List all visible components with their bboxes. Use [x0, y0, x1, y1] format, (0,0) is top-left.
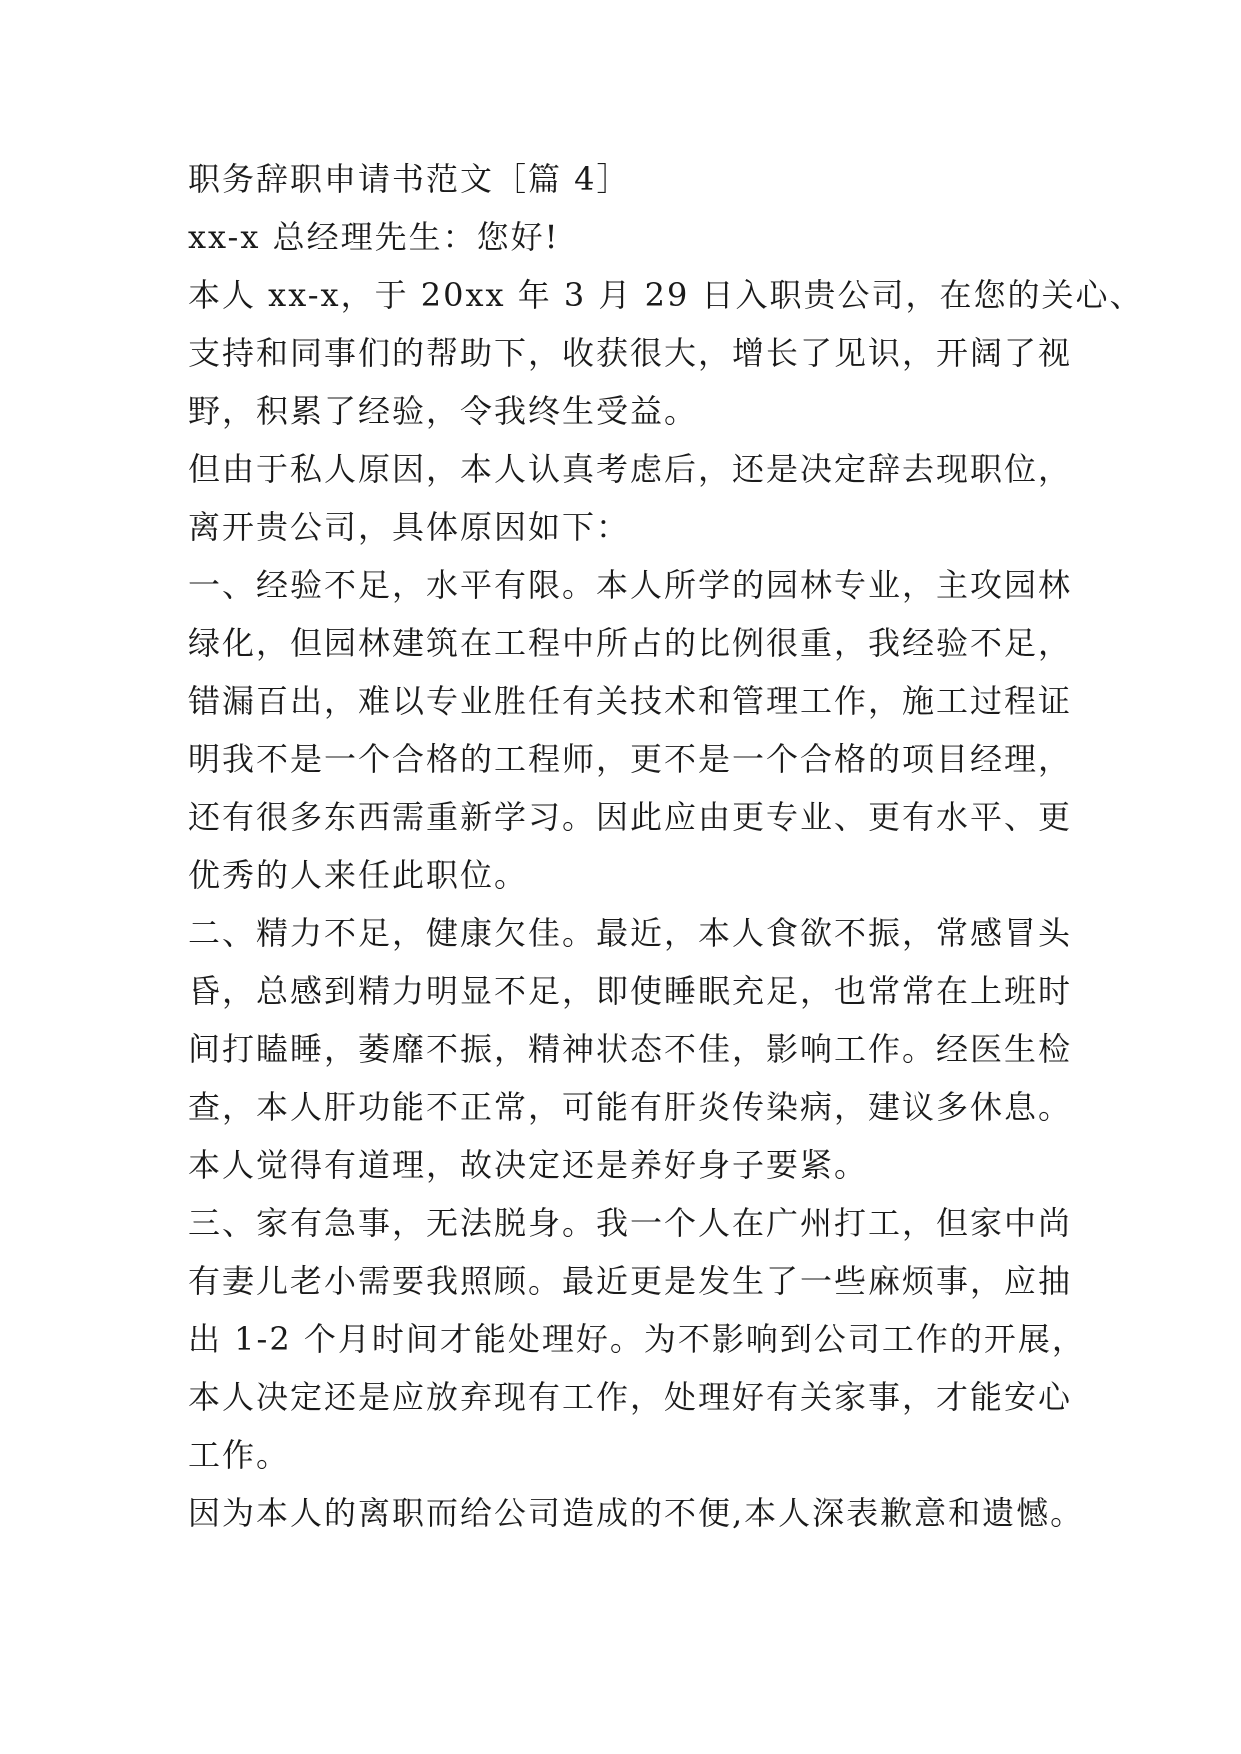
- body-line: 但由于私人原因，本人认真考虑后，还是决定辞去现职位，: [188, 450, 1073, 488]
- reason-three-line: 三、家有急事，无法脱身。我一个人在广州打工，但家中尚: [188, 1204, 1073, 1242]
- reason-one-line: 一、经验不足，水平有限。本人所学的园林专业，主攻园林: [188, 566, 1073, 604]
- body-line: 野，积累了经验，令我终生受益。: [188, 392, 699, 430]
- reason-three-line: 有妻儿老小需要我照顾。最近更是发生了一些麻烦事，应抽: [188, 1262, 1073, 1300]
- document-title: 职务辞职申请书范文［篇 4］: [188, 160, 631, 198]
- reason-two-line: 昏，总感到精力明显不足，即使睡眠充足，也常常在上班时: [188, 972, 1073, 1010]
- reason-two-line: 查，本人肝功能不正常，可能有肝炎传染病，建议多休息。: [188, 1088, 1073, 1126]
- reason-two-line: 二、精力不足，健康欠佳。最近，本人食欲不振，常感冒头: [188, 914, 1073, 952]
- body-line: 离开贵公司，具体原因如下：: [188, 508, 631, 546]
- closing-line: 因为本人的离职而给公司造成的不便,本人深表歉意和遗憾。: [188, 1494, 1085, 1532]
- body-line: 支持和同事们的帮助下，收获很大，增长了见识，开阔了视: [188, 334, 1073, 372]
- reason-three-line: 出 1-2 个月时间才能处理好。为不影响到公司工作的开展，: [188, 1320, 1086, 1358]
- salutation: xx-x 总经理先生：您好!: [188, 218, 560, 256]
- reason-three-line: 工作。: [188, 1436, 291, 1474]
- reason-one-line: 错漏百出，难以专业胜任有关技术和管理工作，施工过程证: [188, 682, 1073, 720]
- reason-three-line: 本人决定还是应放弃现有工作，处理好有关家事，才能安心: [188, 1378, 1073, 1416]
- reason-one-line: 优秀的人来任此职位。: [188, 856, 529, 894]
- body-line: 本人 xx-x，于 20xx 年 3 月 29 日入职贵公司，在您的关心、: [188, 276, 1144, 314]
- reason-one-line: 明我不是一个合格的工程师，更不是一个合格的项目经理，: [188, 740, 1073, 778]
- reason-one-line: 还有很多东西需重新学习。因此应由更专业、更有水平、更: [188, 798, 1073, 836]
- reason-one-line: 绿化，但园林建筑在工程中所占的比例很重，我经验不足，: [188, 624, 1073, 662]
- reason-two-line: 间打瞌睡，萎靡不振，精神状态不佳，影响工作。经医生检: [188, 1030, 1073, 1068]
- document-body: [188, 150, 1144, 1542]
- reason-two-line: 本人觉得有道理，故决定还是养好身子要紧。: [188, 1146, 869, 1184]
